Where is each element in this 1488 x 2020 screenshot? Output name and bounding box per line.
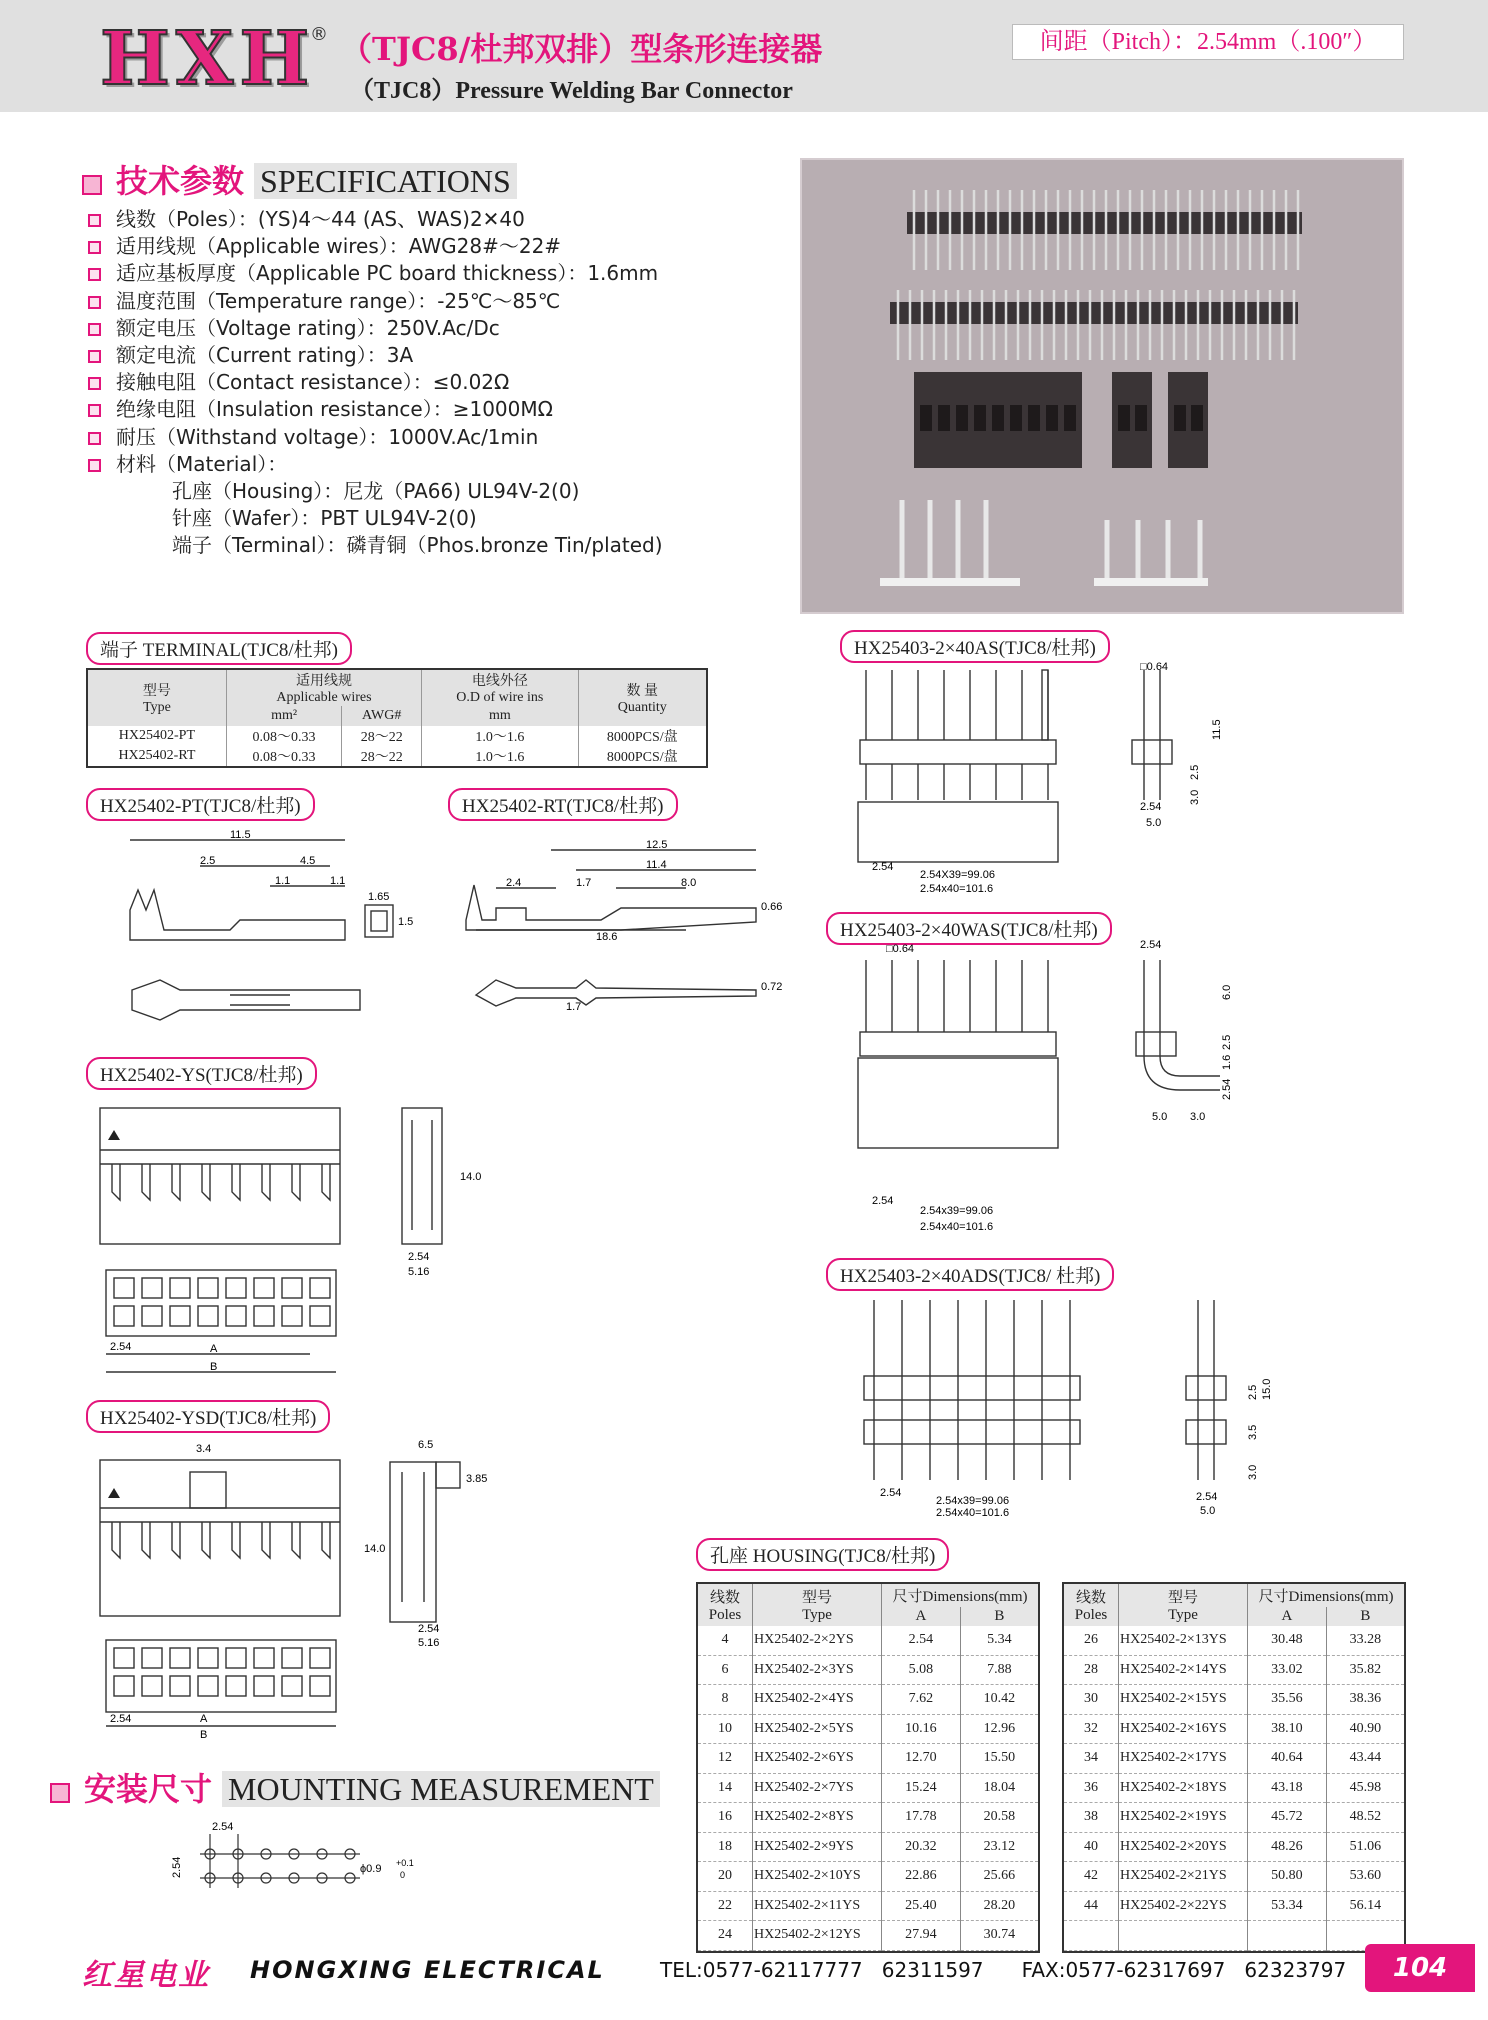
dim-text: 2.54 xyxy=(212,1821,234,1833)
mounting-hole-drawing xyxy=(160,1818,460,1908)
was-header-drawing xyxy=(840,940,1240,1240)
cell: HX25402-2×18YS xyxy=(1119,1773,1248,1803)
dim-text: 2.54x39=99.06 xyxy=(920,1205,994,1217)
cell: HX25402-2×20YS xyxy=(1119,1832,1248,1862)
spec-item: 材料（Material）： xyxy=(86,451,726,478)
cell: 26 xyxy=(1064,1626,1119,1655)
ads-label: HX25403-2×40ADS(TJC8/ 杜邦) xyxy=(826,1258,1114,1291)
table-row xyxy=(698,1773,1038,1803)
product-photo xyxy=(800,158,1404,614)
cell: 28～22 xyxy=(342,726,422,746)
terminal-table xyxy=(88,670,706,766)
material-item: 孔座（Housing）：尼龙（PA66) UL94V-2(0) xyxy=(172,479,580,504)
pt-terminal-drawing xyxy=(120,830,420,1030)
dim-text: 11.4 xyxy=(646,859,667,871)
table-row xyxy=(698,1655,1038,1685)
dim-text: 3.0 xyxy=(1190,1111,1206,1123)
as-header-drawing xyxy=(840,660,1240,900)
dim-text: 15.0 xyxy=(1261,1378,1273,1400)
cell: 30.48 xyxy=(1248,1626,1327,1655)
ysd-label: HX25402-YSD(TJC8/杜邦) xyxy=(86,1400,330,1433)
cell: 17.78 xyxy=(882,1803,961,1833)
th-dims: 尺寸Dimensions(mm) xyxy=(1248,1584,1405,1607)
spec-item: 线数（Poles）：(YS)4～44 (AS、WAS)2✕40 xyxy=(86,206,726,233)
cell: 15.50 xyxy=(960,1744,1038,1774)
table-row xyxy=(698,1803,1038,1833)
dim-text: 5.0 xyxy=(1200,1505,1216,1517)
cell: HX25402-RT xyxy=(118,748,196,763)
dim-text: 2.54 xyxy=(1196,1491,1218,1503)
dim-text: 3.4 xyxy=(196,1443,212,1455)
dim-text: 5.0 xyxy=(1146,817,1162,829)
spec-item: 适用线规（Applicable wires）：AWG28#～22# xyxy=(86,233,726,260)
dim-text: 1.65 xyxy=(368,891,390,903)
cell: 43.18 xyxy=(1248,1773,1327,1803)
table-row xyxy=(1064,1921,1404,1951)
dim-text: 2.5 xyxy=(1189,764,1201,780)
terminal-table-frame xyxy=(86,668,708,768)
dim-text: 0 xyxy=(400,1870,406,1880)
th-type: 型号 Type xyxy=(1119,1584,1248,1626)
cell: 2.54 xyxy=(882,1626,961,1655)
th-b: B xyxy=(960,1607,1038,1626)
cell: 0.08～0.33 xyxy=(226,746,341,766)
cell: 1.0～1.6 xyxy=(422,746,578,766)
cell: 40 xyxy=(1064,1832,1119,1862)
cell: HX25402-2×16YS xyxy=(1119,1714,1248,1744)
th-poles: 线数 Poles xyxy=(698,1584,753,1626)
cell: 5.08 xyxy=(882,1655,961,1685)
cell: HX25402-2×7YS xyxy=(753,1773,882,1803)
dim-text: 5.16 xyxy=(418,1637,440,1649)
dim-text: 4.5 xyxy=(300,855,316,867)
table-row xyxy=(698,1891,1038,1921)
table-row xyxy=(698,1685,1038,1715)
ysd-housing-drawing xyxy=(90,1432,510,1742)
dim-text: 5.16 xyxy=(408,1266,430,1278)
cell: HX25402-2×11YS xyxy=(753,1891,882,1921)
cell: 1.0～1.6 xyxy=(422,726,578,746)
cell: HX25402-2×14YS xyxy=(1119,1655,1248,1685)
specs-heading xyxy=(82,156,517,202)
dim-text: ϕ0.9 xyxy=(360,1863,382,1875)
cell: 38 xyxy=(1064,1803,1119,1833)
cell: 22.86 xyxy=(882,1862,961,1892)
dim-text: A xyxy=(200,1713,208,1725)
dim-text: 2.5 xyxy=(200,855,216,867)
cell: 56.14 xyxy=(1326,1891,1404,1921)
mounting-heading-en: MOUNTING MEASUREMENT xyxy=(222,1771,660,1807)
specs-heading-cn: 技术参数 xyxy=(116,163,245,199)
cell: HX25402-2×6YS xyxy=(753,1744,882,1774)
table-row xyxy=(1064,1773,1404,1803)
dim-text: +0.1 xyxy=(396,1858,414,1868)
dim-text: 18.6 xyxy=(596,931,618,943)
table-row xyxy=(1064,1862,1404,1892)
dim-text: 2.54 xyxy=(408,1251,430,1263)
cell: 48.26 xyxy=(1248,1832,1327,1862)
housing-right-body xyxy=(1064,1626,1404,1950)
table-row xyxy=(698,1921,1038,1951)
ys-label: HX25402-YS(TJC8/杜邦) xyxy=(86,1057,317,1090)
cell: 40.90 xyxy=(1326,1714,1404,1744)
cell: 43.44 xyxy=(1326,1744,1404,1774)
cell: 48.52 xyxy=(1326,1803,1404,1833)
cell: HX25402-2×15YS xyxy=(1119,1685,1248,1715)
cell: HX25402-2×2YS xyxy=(753,1626,882,1655)
spec-item: 额定电压（Voltage rating）：250V.Ac/Dc xyxy=(86,315,726,342)
cell xyxy=(1064,1921,1119,1951)
cell: 0.08～0.33 xyxy=(226,726,341,746)
dim-text: 2.54 xyxy=(110,1341,132,1353)
cell: 28.20 xyxy=(960,1891,1038,1921)
cell xyxy=(1248,1921,1327,1951)
table-row xyxy=(698,1714,1038,1744)
dim-text: 2.54 xyxy=(872,1195,894,1207)
dim-text: B xyxy=(200,1729,208,1741)
dim-text: 1.5 xyxy=(398,916,414,928)
cell: HX25402-2×10YS xyxy=(753,1862,882,1892)
cell: 5.34 xyxy=(960,1626,1038,1655)
page-title-cn: （TJC8/杜邦双排）型条形连接器 xyxy=(340,30,823,68)
th-type: 型号 Type xyxy=(88,670,226,726)
table-row xyxy=(1064,1626,1404,1655)
cell: 35.56 xyxy=(1248,1685,1327,1715)
cell: 51.06 xyxy=(1326,1832,1404,1862)
cell: HX25402-2×12YS xyxy=(753,1921,882,1951)
mounting-heading-cn: 安装尺寸 xyxy=(84,1771,213,1807)
specs-list xyxy=(86,206,726,560)
dim-text: B xyxy=(210,1361,218,1373)
table-row xyxy=(88,746,706,766)
footer-brand-cn: 红星电业 xyxy=(82,1958,210,1993)
cell: 20 xyxy=(698,1862,753,1892)
cell: 24 xyxy=(698,1921,753,1951)
spec-item: 绝缘电阻（Insulation resistance）：≥1000MΩ xyxy=(86,396,726,423)
cell: 30 xyxy=(1064,1685,1119,1715)
cell: HX25402-2×5YS xyxy=(753,1714,882,1744)
table-row xyxy=(698,1744,1038,1774)
cell: 33.02 xyxy=(1248,1655,1327,1685)
table-row xyxy=(1064,1685,1404,1715)
cell: 45.98 xyxy=(1326,1773,1404,1803)
cell: 10 xyxy=(698,1714,753,1744)
dim-text: 2.54x40=101.6 xyxy=(920,883,994,895)
dim-text: 2.54 xyxy=(110,1713,132,1725)
housing-left-body xyxy=(698,1626,1038,1950)
bullet-square-icon xyxy=(50,1783,70,1803)
terminal-label: 端子 TERMINAL(TJC8/杜邦) xyxy=(86,632,352,665)
dim-text: 2.54 xyxy=(880,1487,902,1499)
dim-text: 2.54x40=101.6 xyxy=(936,1507,1010,1519)
housing-label: 孔座 HOUSING(TJC8/杜邦) xyxy=(696,1538,949,1571)
dim-text: 6.0 xyxy=(1221,984,1233,1000)
cell: 12.70 xyxy=(882,1744,961,1774)
dim-text: 2.54 xyxy=(418,1623,440,1635)
footer-brand-en: HONGXING ELECTRICAL xyxy=(250,1956,605,1984)
cell: 8000PCS/盘 xyxy=(578,746,706,766)
spec-item: 额定电流（Current rating）：3A xyxy=(86,342,726,369)
cell: 14 xyxy=(698,1773,753,1803)
cell: 10.42 xyxy=(960,1685,1038,1715)
cell: 36 xyxy=(1064,1773,1119,1803)
dim-text: A xyxy=(210,1343,218,1355)
housing-table-right-frame xyxy=(1062,1582,1406,1953)
mounting-heading xyxy=(50,1764,660,1810)
th-dims: 尺寸Dimensions(mm) xyxy=(882,1584,1039,1607)
dim-text: 2.54x40=101.6 xyxy=(920,1221,994,1233)
was-label: HX25403-2×40WAS(TJC8/杜邦) xyxy=(826,912,1112,945)
spec-item: 适应基板厚度（Applicable PC board thickness）：1.6mm xyxy=(86,260,726,287)
dim-text: 3.0 xyxy=(1247,1464,1259,1480)
ys-housing-drawing xyxy=(90,1100,510,1380)
pitch-box: 间距（Pitch）：2.54mm（.100″） xyxy=(1012,24,1404,60)
th-type: 型号 Type xyxy=(753,1584,882,1626)
th-qty: 数 量 Quantity xyxy=(578,670,706,726)
th-mm2: mm² xyxy=(226,706,341,726)
dim-text: 12.5 xyxy=(646,839,668,851)
cell: 23.12 xyxy=(960,1832,1038,1862)
dim-text: 11.5 xyxy=(230,829,251,841)
table-row xyxy=(698,1862,1038,1892)
rt-terminal-drawing xyxy=(456,830,783,1030)
table-row xyxy=(698,1832,1038,1862)
material-item: 端子（Terminal）：磷青铜（Phos.bronze Tin/plated) xyxy=(172,533,663,558)
cell: HX25402-2×19YS xyxy=(1119,1803,1248,1833)
cell: HX25402-2×8YS xyxy=(753,1803,882,1833)
cell: HX25402-2×3YS xyxy=(753,1655,882,1685)
cell: 20.58 xyxy=(960,1803,1038,1833)
dim-text: 2.54 xyxy=(1140,939,1162,951)
registered-mark: ® xyxy=(310,24,328,45)
cell: 38.36 xyxy=(1326,1685,1404,1715)
dim-text: 14.0 xyxy=(460,1171,482,1183)
cell: HX25402-2×9YS xyxy=(753,1832,882,1862)
dim-text: 1.1 xyxy=(275,875,291,887)
cell xyxy=(1119,1921,1248,1951)
cell: 40.64 xyxy=(1248,1744,1327,1774)
dim-text: 2.5 xyxy=(1221,1034,1233,1050)
cell: 12.96 xyxy=(960,1714,1038,1744)
dim-text: 0.72 xyxy=(761,981,783,993)
cell: 42 xyxy=(1064,1862,1119,1892)
cell: HX25402-2×13YS xyxy=(1119,1626,1248,1655)
dim-text: 2.54 xyxy=(171,1856,183,1878)
cell: 15.24 xyxy=(882,1773,961,1803)
dim-text: 8.0 xyxy=(681,877,697,889)
table-row xyxy=(1064,1803,1404,1833)
cell: 32 xyxy=(1064,1714,1119,1744)
cell: 12 xyxy=(698,1744,753,1774)
th-poles: 线数 Poles xyxy=(1064,1584,1119,1626)
dim-text: 1.6 xyxy=(1221,1054,1233,1070)
brand-logo: HXH xyxy=(100,16,316,102)
footer-contact: TEL:0577-62117777 62311597 FAX:0577-62317697 62323797 xyxy=(660,1958,1347,1982)
spec-item: 接触电阻（Contact resistance）：≤0.02Ω xyxy=(86,369,726,396)
cell: 33.28 xyxy=(1326,1626,1404,1655)
dim-text: 2.54 xyxy=(1221,1078,1233,1100)
dim-text: □0.64 xyxy=(1140,661,1169,673)
cell: 25.40 xyxy=(882,1891,961,1921)
cell: HX25402-2×21YS xyxy=(1119,1862,1248,1892)
dim-text: 2.54 xyxy=(872,861,894,873)
cell: 16 xyxy=(698,1803,753,1833)
dim-text: 5.0 xyxy=(1152,1111,1168,1123)
cell: 35.82 xyxy=(1326,1655,1404,1685)
cell: 34 xyxy=(1064,1744,1119,1774)
cell: 27.94 xyxy=(882,1921,961,1951)
cell: HX25402-PT xyxy=(118,728,196,743)
dim-text: 1.7 xyxy=(566,1001,582,1013)
dim-text: 11.5 xyxy=(1211,719,1223,740)
cell: 22 xyxy=(698,1891,753,1921)
table-row xyxy=(1064,1832,1404,1862)
spec-item: 温度范围（Temperature range）：-25℃～85℃ xyxy=(86,288,726,315)
ads-header-drawing xyxy=(840,1290,1273,1530)
dim-text: 2.5 xyxy=(1247,1384,1259,1400)
cell: 25.66 xyxy=(960,1862,1038,1892)
cell: 50.80 xyxy=(1248,1862,1327,1892)
dim-text: 6.5 xyxy=(418,1439,434,1451)
dim-text: 2.54 xyxy=(1140,801,1162,813)
cell: 45.72 xyxy=(1248,1803,1327,1833)
cell: 20.32 xyxy=(882,1832,961,1862)
cell: 53.60 xyxy=(1326,1862,1404,1892)
cell: 44 xyxy=(1064,1891,1119,1921)
table-row xyxy=(1064,1891,1404,1921)
table-row xyxy=(88,726,706,746)
cell: HX25402-2×17YS xyxy=(1119,1744,1248,1774)
th-awg: AWG# xyxy=(342,706,422,726)
housing-table-left xyxy=(698,1584,1038,1951)
bullet-square-icon xyxy=(82,175,102,195)
cell: 4 xyxy=(698,1626,753,1655)
cell: 8000PCS/盘 xyxy=(578,726,706,746)
pt-label: HX25402-PT(TJC8/杜邦) xyxy=(86,788,315,821)
cell: 7.62 xyxy=(882,1685,961,1715)
cell: 28 xyxy=(1064,1655,1119,1685)
dim-text: 3.85 xyxy=(466,1473,488,1485)
table-row xyxy=(698,1626,1038,1655)
cell: 10.16 xyxy=(882,1714,961,1744)
as-label: HX25403-2×40AS(TJC8/杜邦) xyxy=(840,630,1110,663)
cell: 8 xyxy=(698,1685,753,1715)
cell: 7.88 xyxy=(960,1655,1038,1685)
product-photo-illustration xyxy=(802,160,1402,612)
cell: 18 xyxy=(698,1832,753,1862)
rt-label: HX25402-RT(TJC8/杜邦) xyxy=(448,788,678,821)
cell: 38.10 xyxy=(1248,1714,1327,1744)
housing-table-right xyxy=(1064,1584,1404,1951)
table-row xyxy=(1064,1655,1404,1685)
dim-text: 3.0 xyxy=(1189,789,1201,805)
housing-table-left-frame xyxy=(696,1582,1040,1953)
specs-heading-en: SPECIFICATIONS xyxy=(254,163,517,199)
page-title-en: （TJC8）Pressure Welding Bar Connector xyxy=(350,78,793,104)
cell: 6 xyxy=(698,1655,753,1685)
dim-text: 1.7 xyxy=(576,877,592,889)
dim-text: 2.54X39=99.06 xyxy=(920,869,995,881)
cell: HX25402-2×4YS xyxy=(753,1685,882,1715)
page-number: 104 xyxy=(1365,1944,1475,1992)
dim-text: 14.0 xyxy=(364,1543,386,1555)
cell: 28～22 xyxy=(342,746,422,766)
spec-item: 耐压（Withstand voltage）：1000V.Ac/1min xyxy=(86,424,726,451)
table-row xyxy=(1064,1744,1404,1774)
material-item: 针座（Wafer）：PBT UL94V-2(0) xyxy=(172,506,477,531)
dim-text: 0.66 xyxy=(761,901,783,913)
dim-text: 2.4 xyxy=(506,877,522,889)
cell: 30.74 xyxy=(960,1921,1038,1951)
cell: HX25402-2×22YS xyxy=(1119,1891,1248,1921)
th-mm: mm xyxy=(422,706,578,726)
th-b: B xyxy=(1326,1607,1404,1626)
th-wires: 适用线规 Applicable wires xyxy=(226,670,421,706)
dim-text: □0.64 xyxy=(886,943,915,955)
table-row xyxy=(1064,1714,1404,1744)
th-a: A xyxy=(882,1607,961,1626)
dim-text: 3.5 xyxy=(1247,1424,1259,1440)
th-a: A xyxy=(1248,1607,1327,1626)
dim-text: 1.1 xyxy=(330,875,346,887)
cell: 53.34 xyxy=(1248,1891,1327,1921)
cell: 18.04 xyxy=(960,1773,1038,1803)
dim-text: 2.54x39=99.06 xyxy=(936,1495,1010,1507)
th-od: 电线外径 O.D of wire ins xyxy=(422,670,578,706)
